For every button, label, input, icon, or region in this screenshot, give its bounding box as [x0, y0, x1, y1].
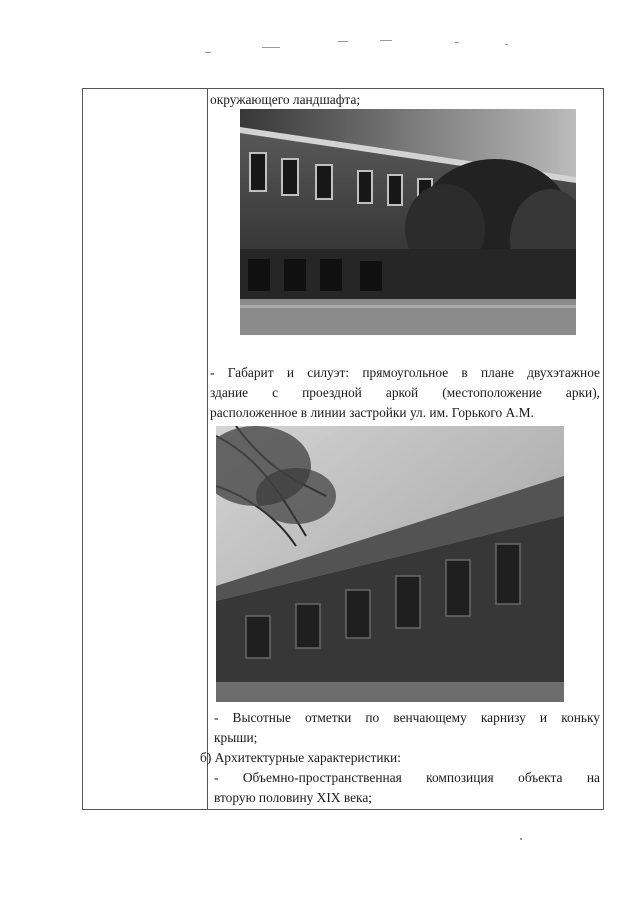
- table-right-cell: [200, 89, 603, 809]
- building-facade-photo: [240, 109, 576, 335]
- photo-icon: [240, 109, 576, 335]
- text-composition-line1: - Объемно-пространственная композиция объекта на: [214, 770, 600, 785]
- text-landscape-line: окружающего ландшафта;: [210, 92, 361, 107]
- building-roof-perspective-photo: [216, 426, 564, 702]
- text-heights-line1: - Высотные отметки по венчающему карнизу и коньку: [214, 710, 600, 725]
- text-composition-line2: вторую половину XIX века;: [214, 790, 372, 805]
- table-left-cell: [83, 89, 207, 809]
- text-gabarit-line1: - Габарит и силуэт: прямоугольное в плане двухэтажное: [210, 365, 600, 380]
- text-gabarit-line3: расположенное в линии застройки ул. им. Горького А.М.: [210, 405, 534, 420]
- photo-icon: [216, 426, 564, 702]
- text-arch-heading: б) Архитектурные характеристики:: [200, 750, 401, 765]
- text-gabarit-line2: здание с проездной аркой (местоположение арки),: [210, 385, 600, 400]
- document-table: [82, 88, 604, 810]
- text-heights-line2: крыши;: [214, 730, 258, 745]
